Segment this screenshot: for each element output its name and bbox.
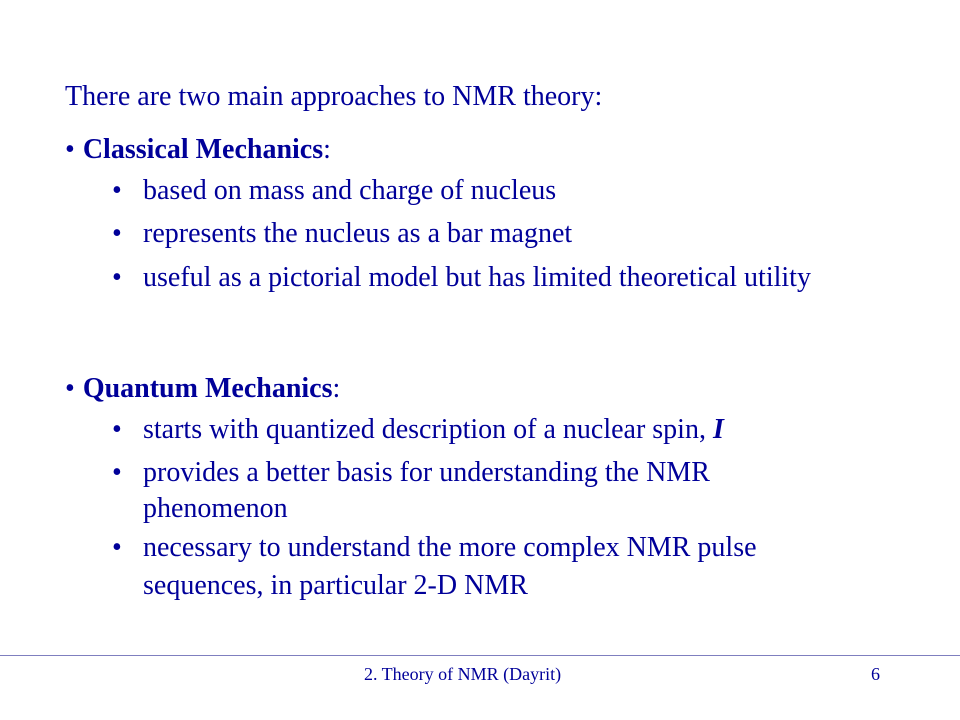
spin-symbol: I (712, 414, 724, 445)
bullet-icon: • (112, 457, 122, 488)
page-number: 6 (871, 664, 880, 684)
list-item-text: represents the nucleus as a bar magnet (143, 218, 573, 249)
heading-colon: : (323, 134, 331, 165)
heading-colon: : (332, 373, 341, 404)
bullet-icon: • (112, 532, 122, 563)
intro-text: There are two main approaches to NMR theory: (65, 81, 603, 112)
footer-title: 2. Theory of NMR (Dayrit) (364, 664, 562, 684)
list-item-text: necessary to understand the more complex NMR pulse sequences, in particular 2-D NMR (143, 532, 757, 601)
list-item (112, 529, 852, 605)
footer-divider (0, 655, 960, 656)
bullet-icon: • (112, 414, 122, 445)
list-item-text: useful as a pictorial model but has limited theoretical utility (143, 262, 811, 293)
list-item (112, 455, 812, 527)
list-item (112, 215, 852, 253)
list-item (112, 172, 852, 210)
list-item-text: starts with quantized description of a nuclear spin, (143, 414, 706, 445)
bullet-icon: • (112, 175, 122, 206)
bullet-icon: • (112, 218, 122, 249)
section-heading-label: Quantum Mechanics (82, 373, 333, 404)
list-item-text: based on mass and charge of nucleus (143, 175, 557, 206)
section-heading-classical (65, 133, 331, 167)
section-heading-quantum (65, 372, 340, 406)
bullet-icon: • (65, 373, 75, 404)
list-item (112, 257, 832, 299)
bullet-icon: • (112, 262, 122, 293)
bullet-icon: • (65, 134, 75, 165)
list-item-text: provides a better basis for understanding the NMR phenomenon (143, 457, 710, 524)
section-heading-label: Classical Mechanics (82, 134, 324, 165)
list-item (112, 411, 852, 449)
